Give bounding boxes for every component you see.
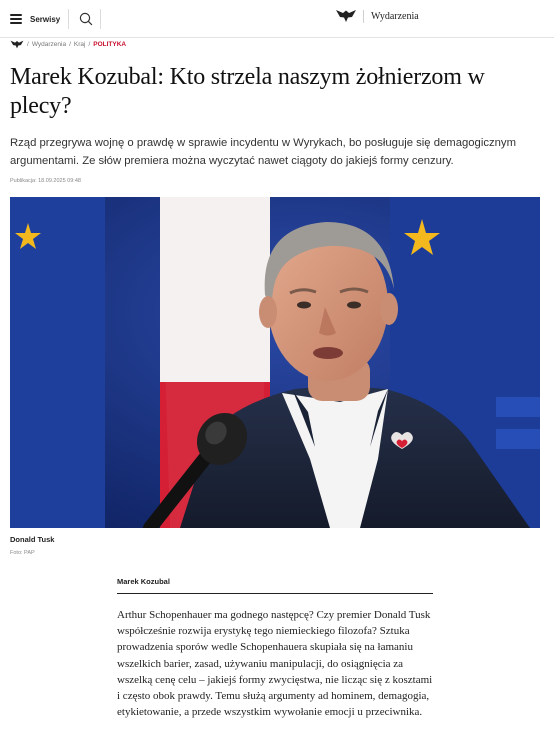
eagle-logo-icon <box>336 9 356 23</box>
article-title: Marek Kozubal: Kto strzela naszym żołnierzom w plecy? <box>10 64 485 119</box>
toolbar-divider <box>68 9 69 29</box>
breadcrumb-item-polityka[interactable]: POLITYKA <box>93 41 127 48</box>
services-menu-button[interactable] <box>10 8 60 30</box>
breadcrumb-item-wydarzenia[interactable]: Wydarzenia <box>31 41 67 48</box>
publication-date: Publikacja: 18.09.2025 09:48 <box>10 178 81 184</box>
breadcrumb-separator: / <box>27 41 29 48</box>
services-menu-label: Serwisy <box>30 14 61 24</box>
breadcrumb-separator: / <box>88 41 91 48</box>
toolbar-divider <box>100 9 101 29</box>
eagle-logo-icon[interactable] <box>10 40 24 49</box>
eu-flag-left <box>10 197 105 528</box>
author-divider <box>117 593 433 594</box>
search-button[interactable] <box>78 11 94 27</box>
search-icon <box>78 11 94 27</box>
article-body-paragraph: Arthur Schopenhauer ma godnego następcę? Czy premier Donald Tusk współcześnie rozwija erystykę tego niemieckiego filozofa? Sztuka prowadzenia sporów wedle Schopenhauera skupiała się na łamaniu wszelkich barier, zasad, używaniu manipulacji, do osiągnięcia za wszelką cenę celu – jakiejś formy zwycięstwa, nie licząc się z kosztami i często obok prawdy. Temu służą argumenty ad hominem, demagogia, etykietowanie, a przede wszystkim wywołanie emocji u przeciwnika. <box>117 609 433 719</box>
article-main-photo[interactable] <box>10 197 540 528</box>
brand-divider <box>363 10 364 23</box>
breadcrumb <box>10 40 126 49</box>
author-name[interactable]: Marek Kozubal <box>117 577 170 586</box>
brand-home-link[interactable] <box>336 9 419 23</box>
photo-caption: Donald Tusk <box>10 535 55 544</box>
photo-illustration <box>10 197 540 528</box>
top-navigation-bar <box>0 0 554 38</box>
breadcrumb-item-kraj[interactable]: Kraj <box>73 41 86 48</box>
article-lead: Rząd przegrywa wojnę o prawdę w sprawie incydentu w Wyrykach, bo posługuje się demagogicznym argumentami. Ze słów premiera można wyczytać nawet ciągoty do jakiejś formy cenzury. <box>10 137 516 167</box>
menu-icon <box>10 14 22 24</box>
photo-credit: Foto: PAP <box>10 550 35 556</box>
breadcrumb-separator: / <box>69 41 71 48</box>
section-name: Wydarzenia <box>371 10 419 22</box>
